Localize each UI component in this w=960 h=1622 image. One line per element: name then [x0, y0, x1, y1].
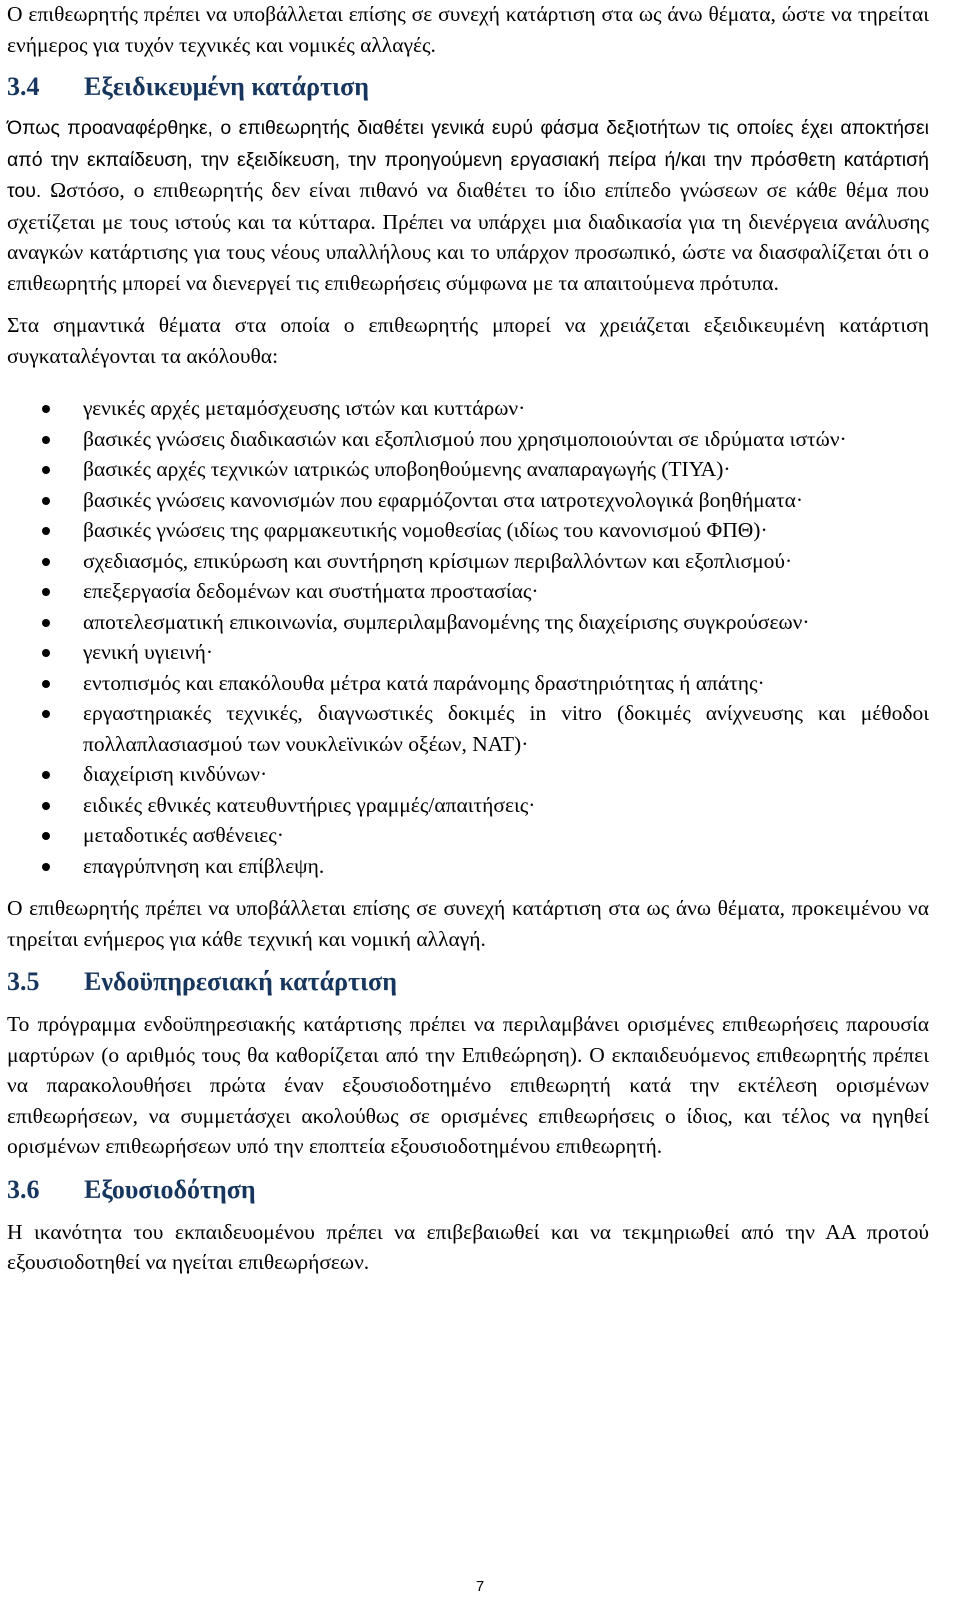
section-title: Ενδοϋπηρεσιακή κατάρτιση [84, 967, 397, 996]
bullet-icon [42, 405, 50, 413]
bullet-icon [42, 771, 50, 779]
training-topics-list [7, 393, 929, 881]
list-item: εντοπισμός και επακόλουθα μέτρα κατά παράνομης δραστηριότητας ή απάτης· [7, 668, 929, 699]
section-number: 3.6 [7, 1174, 40, 1204]
paragraph-serif-run: Ωστόσο, ο επιθεωρητής δεν είναι πιθανό να διαθέτει το ίδιο επίπεδο γνώσεων σε κάθε θέμα που σχετίζεται με τους ιστούς και τα κύτταρα. Πρέπει να υπάρχει μια διαδικασία για τη διενέργεια ανάλυσης αναγκών κατάρτισης για τους νέους υπαλλήλους και το υπάρχον προσωπικό, ώστε να διασφαλίζεται ότι ο επιθεωρητής μπορεί να διενεργεί τις επιθεωρήσεις σύμφωνα με τα απαιτούμενα πρότυπα. [7, 178, 929, 295]
document-page [7, 0, 929, 1278]
section-3-5-paragraph: Το πρόγραμμα ενδοϋπηρεσιακής κατάρτισης πρέπει να περιλαμβάνει ορισμένες επιθεωρήσεις παρουσία μαρτύρων (ο αριθμός τους θα καθορίζεται από την Επιθεώρηση). Ο εκπαιδευόμενος επιθεωρητής πρέπει να παρακολουθήσει πρώτα έναν εξουσιοδοτημένο επιθεωρητή κατά την εκτέλεση ορισμένων επιθεωρήσεων, να συμμετάσχει ακολούθως σε ορισμένες επιθεωρήσεις ο ίδιος, και τέλος να ηγηθεί ορισμένων επιθεωρήσεων υπό την εποπτεία εξουσιοδοτημένου επιθεωρητή. [7, 1012, 929, 1158]
list-item: διαχείριση κινδύνων· [7, 759, 929, 790]
section-title: Εξουσιοδότηση [84, 1174, 256, 1204]
bullet-icon [42, 558, 50, 566]
bullet-icon [42, 649, 50, 657]
list-item: σχεδιασμός, επικύρωση και συντήρηση κρίσιμων περιβαλλόντων και εξοπλισμού· [7, 546, 929, 577]
section-3-6-paragraph: Η ικανότητα του εκπαιδευομένου πρέπει να επιβεβαιωθεί και να τεκμηριωθεί από την ΑΑ προτού εξουσιοδοτηθεί να ηγείται επιθεωρήσεων. [7, 1219, 929, 1274]
bullet-icon [42, 436, 50, 444]
section-number: 3.5 [7, 967, 40, 996]
section-number: 3.4 [7, 72, 40, 101]
bullet-icon [42, 588, 50, 596]
section-3-4-paragraph-3: Ο επιθεωρητής πρέπει να υποβάλλεται επίσης σε συνεχή κατάρτιση στα ως άνω θέματα, προκειμένου να τηρείται ενήμερος για κάθε τεχνική και νομική αλλαγή. [7, 896, 929, 951]
list-item: μεταδοτικές ασθένειες· [7, 820, 929, 851]
bullet-icon [42, 497, 50, 505]
section-3-4-paragraph-2: Στα σημαντικά θέματα στα οποία ο επιθεωρητής μπορεί να χρειάζεται εξειδικευμένη κατάρτιση συγκαταλέγονται τα ακόλουθα: [7, 313, 929, 368]
list-item: επαγρύπνηση και επίβλεψη. [7, 851, 929, 882]
list-item: βασικές αρχές τεχνικών ιατρικώς υποβοηθούμενης αναπαραγωγής (ΤΙΥΑ)· [7, 454, 929, 485]
bullet-icon [42, 863, 50, 871]
list-item: γενικές αρχές μεταμόσχευσης ιστών και κυττάρων· [7, 393, 929, 424]
list-item: εργαστηριακές τεχνικές, διαγνωστικές δοκιμές in vitro (δοκιμές ανίχνευσης και μέθοδοι πολλαπλασιασμού των νουκλεϊνικών οξέων, NAT)· [7, 698, 929, 759]
page-number: 7 [475, 1578, 485, 1595]
bullet-icon [42, 466, 50, 474]
bullet-icon [42, 680, 50, 688]
list-item: βασικές γνώσεις διαδικασιών και εξοπλισμού που χρησιμοποιούνται σε ιδρύματα ιστών· [7, 424, 929, 455]
bullet-icon [42, 527, 50, 535]
list-item: βασικές γνώσεις κανονισμών που εφαρμόζονται στα ιατροτεχνολογικά βοηθήματα· [7, 485, 929, 516]
section-title: Εξειδικευμένη κατάρτιση [84, 72, 369, 101]
list-item: γενική υγιεινή· [7, 637, 929, 668]
intro-paragraph: Ο επιθεωρητής πρέπει να υποβάλλεται επίσης σε συνεχή κατάρτιση στα ως άνω θέματα, ώστε να τηρείται ενήμερος για τυχόν τεχνικές και νομικές αλλαγές. [7, 2, 929, 57]
list-item: βασικές γνώσεις της φαρμακευτικής νομοθεσίας (ιδίως του κανονισμού ΦΠΘ)· [7, 515, 929, 546]
bullet-icon [42, 802, 50, 810]
section-3-4-paragraph-1 [7, 112, 929, 298]
section-heading-3-6 [7, 1174, 929, 1206]
bullet-icon [42, 832, 50, 840]
paragraph-sans-run: Όπως προαναφέρθηκε, ο επιθεωρητής διαθέτει γενικά ευρύ φάσμα δεξιοτήτων τις οποίες έχει αποκτήσει από την εκπαίδευση, την εξειδίκευση, την προηγούμενη εργασιακή πείρα ή/και την πρόσθετη κατάρτισή του. [7, 117, 929, 202]
bullet-icon [42, 710, 50, 718]
list-item: αποτελεσματική επικοινωνία, συμπεριλαμβανομένης της διαχείρισης συγκρούσεων· [7, 607, 929, 638]
section-heading-3-5 [7, 966, 929, 998]
list-item: επεξεργασία δεδομένων και συστήματα προστασίας· [7, 576, 929, 607]
list-item: ειδικές εθνικές κατευθυντήριες γραμμές/απαιτήσεις· [7, 790, 929, 821]
section-heading-3-4 [7, 71, 929, 103]
bullet-icon [42, 619, 50, 627]
